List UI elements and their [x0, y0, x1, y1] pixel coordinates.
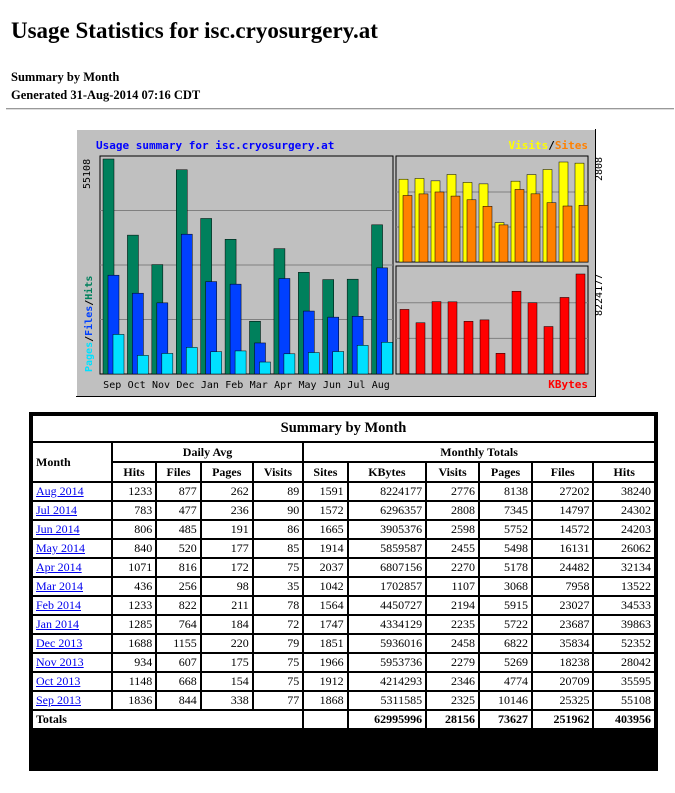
table-caption: Summary by Month — [33, 416, 654, 441]
table-cell: 75 — [254, 673, 302, 690]
month-tick-label: Dec — [176, 380, 195, 391]
table-cell: 5859587 — [349, 540, 425, 557]
table-cell: 16131 — [533, 540, 592, 557]
table-cell: 184 — [202, 616, 252, 633]
column-header-6: Visits — [427, 463, 478, 481]
table-cell: 236 — [202, 502, 252, 519]
month-tick-label: Nov — [152, 380, 171, 391]
month-tick-label: Mar — [249, 380, 268, 391]
table-cell: 840 — [113, 540, 155, 557]
usage-summary-chart — [76, 129, 605, 397]
generated-date: Generated 31-Aug-2014 07:16 CDT — [11, 88, 201, 102]
table-cell: 5936016 — [349, 635, 425, 652]
table-cell: 10146 — [480, 692, 531, 709]
table-cell: 1851 — [304, 635, 346, 652]
table-cell: 211 — [202, 597, 252, 614]
totals-row — [33, 711, 654, 728]
chart-title: Usage summary for isc.cryosurgery.at — [96, 139, 335, 152]
table-cell: 1966 — [304, 654, 346, 671]
pages-bar — [284, 354, 295, 374]
pages-bar — [308, 353, 319, 374]
table-cell: 38240 — [594, 483, 654, 500]
table-cell: 14797 — [533, 502, 592, 519]
header-divider — [6, 108, 674, 110]
table-cell: 2037 — [304, 559, 346, 576]
month-tick-label: May — [298, 380, 317, 391]
month-cell — [33, 597, 111, 614]
table-cell: 3905376 — [349, 521, 425, 538]
kbytes-bar — [416, 323, 425, 374]
table-cell: 8224177 — [349, 483, 425, 500]
sites-bar — [403, 195, 412, 262]
page-title: Usage Statistics for isc.cryosurgery.at — [11, 18, 378, 43]
daily-avg-header: Daily Avg — [113, 443, 302, 461]
table-cell: 23027 — [533, 597, 592, 614]
table-cell: 3068 — [480, 578, 531, 595]
month-cell — [33, 559, 111, 576]
table-row — [33, 673, 654, 690]
table-cell: 27202 — [533, 483, 592, 500]
table-cell: 764 — [157, 616, 199, 633]
table-cell: 32134 — [594, 559, 654, 576]
month-tick-label: Aug — [371, 380, 390, 391]
table-cell: 436 — [113, 578, 155, 595]
month-tick-label: Sep — [103, 380, 122, 391]
table-cell: 5269 — [480, 654, 531, 671]
table-cell: 85 — [254, 540, 302, 557]
column-header-1: Files — [157, 463, 199, 481]
month-tick-label: Jan — [200, 380, 219, 391]
table-cell: 28042 — [594, 654, 654, 671]
table-cell: 34533 — [594, 597, 654, 614]
month-link[interactable]: Apr 2014 — [36, 560, 82, 574]
table-cell: 2325 — [427, 692, 478, 709]
table-cell: 1702857 — [349, 578, 425, 595]
month-cell — [33, 483, 111, 500]
month-tick-label: Jul — [347, 380, 366, 391]
table-cell: 1868 — [304, 692, 346, 709]
table-row — [33, 616, 654, 633]
month-link[interactable]: Mar 2014 — [36, 579, 83, 593]
month-link[interactable]: Dec 2013 — [36, 636, 83, 650]
table-cell: 1148 — [113, 673, 155, 690]
table-cell: 1688 — [113, 635, 155, 652]
column-header-7: Pages — [480, 463, 531, 481]
month-cell — [33, 616, 111, 633]
table-cell: 338 — [202, 692, 252, 709]
table-cell: 24302 — [594, 502, 654, 519]
monthly-totals-header: Monthly Totals — [304, 443, 654, 461]
table-cell: 934 — [113, 654, 155, 671]
table-cell: 90 — [254, 502, 302, 519]
pages-bar — [333, 352, 344, 374]
month-cell — [33, 521, 111, 538]
table-row — [33, 578, 654, 595]
month-cell — [33, 540, 111, 557]
table-cell: 5178 — [480, 559, 531, 576]
table-cell: 5915 — [480, 597, 531, 614]
table-cell: 52352 — [594, 635, 654, 652]
month-tick-label: Apr — [274, 380, 293, 391]
month-cell — [33, 635, 111, 652]
table-cell: 79 — [254, 635, 302, 652]
month-tick-label: Jun — [322, 380, 341, 391]
legend-files: Files — [84, 305, 95, 336]
table-cell: 24203 — [594, 521, 654, 538]
sites-bar — [419, 194, 428, 262]
pages-bar — [162, 353, 173, 374]
table-cell: 607 — [157, 654, 199, 671]
table-cell: 2808 — [427, 502, 478, 519]
month-link[interactable]: Sep 2013 — [36, 693, 81, 707]
table-cell: 783 — [113, 502, 155, 519]
column-header-2: Pages — [202, 463, 252, 481]
sites-bar — [531, 194, 540, 262]
table-cell: 1747 — [304, 616, 346, 633]
table-cell: 256 — [157, 578, 199, 595]
table-cell: 89 — [254, 483, 302, 500]
table-cell: 816 — [157, 559, 199, 576]
kbytes-bar — [480, 320, 489, 374]
month-link[interactable]: Jul 2014 — [36, 503, 78, 517]
table-cell: 2279 — [427, 654, 478, 671]
table-cell: 2455 — [427, 540, 478, 557]
summary-table — [31, 414, 656, 730]
sites-bar — [435, 192, 444, 262]
month-link[interactable]: May 2014 — [36, 541, 85, 555]
table-cell: 877 — [157, 483, 199, 500]
table-cell: 98 — [202, 578, 252, 595]
month-cell — [33, 692, 111, 709]
group-header-row — [33, 443, 654, 461]
month-link[interactable]: Nov 2013 — [36, 655, 84, 669]
kbytes-bar — [496, 353, 505, 374]
table-cell: 1285 — [113, 616, 155, 633]
right-bottom-max-label: 8224177 — [594, 273, 605, 316]
table-cell: 2235 — [427, 616, 478, 633]
table-cell: 77 — [254, 692, 302, 709]
table-row — [33, 521, 654, 538]
table-cell: 1564 — [304, 597, 346, 614]
table-cell: 154 — [202, 673, 252, 690]
table-cell: 7958 — [533, 578, 592, 595]
sites-bar — [451, 196, 460, 262]
totals-label: Totals — [33, 711, 302, 728]
table-cell: 2270 — [427, 559, 478, 576]
table-cell: 78 — [254, 597, 302, 614]
table-cell: 822 — [157, 597, 199, 614]
month-header: Month — [33, 443, 111, 481]
pages-bar — [113, 334, 124, 374]
table-cell: 86 — [254, 521, 302, 538]
legend-pages: Pages — [84, 341, 95, 372]
table-cell: 1914 — [304, 540, 346, 557]
table-row — [33, 692, 654, 709]
kbytes-bar — [560, 297, 569, 374]
table-cell: 2598 — [427, 521, 478, 538]
visits-sites-legend: Visits/Sites — [508, 139, 588, 152]
legend-hits: Hits — [84, 275, 95, 300]
pages-bar — [211, 352, 222, 374]
kbytes-legend: KBytes — [548, 378, 588, 391]
table-cell: 1572 — [304, 502, 346, 519]
month-cell — [33, 654, 111, 671]
table-cell: 1071 — [113, 559, 155, 576]
legend-visits: Visits — [508, 139, 549, 152]
table-cell: 6822 — [480, 635, 531, 652]
table-row — [33, 502, 654, 519]
right-top-max-label: 2808 — [594, 156, 605, 181]
table-cell: 4450727 — [349, 597, 425, 614]
table-cell: 172 — [202, 559, 252, 576]
table-cell: 477 — [157, 502, 199, 519]
table-row — [33, 597, 654, 614]
kbytes-bar — [544, 327, 553, 374]
table-cell: 1836 — [113, 692, 155, 709]
table-cell: 2194 — [427, 597, 478, 614]
table-row — [33, 654, 654, 671]
kbytes-bar — [528, 303, 537, 374]
table-cell: 35 — [254, 578, 302, 595]
table-cell: 14572 — [533, 521, 592, 538]
month-link[interactable]: Aug 2014 — [36, 484, 84, 498]
table-cell: 1665 — [304, 521, 346, 538]
kbytes-bar — [448, 302, 457, 374]
column-header-4: Sites — [304, 463, 346, 481]
table-cell: 1107 — [427, 578, 478, 595]
table-cell: 18238 — [533, 654, 592, 671]
pages-bar — [382, 342, 393, 374]
table-cell: 220 — [202, 635, 252, 652]
kbytes-bar — [432, 302, 441, 374]
month-link[interactable]: Jun 2014 — [36, 522, 80, 536]
table-cell: 1591 — [304, 483, 346, 500]
sites-bar — [547, 203, 556, 262]
table-cell: 520 — [157, 540, 199, 557]
page-subtitle: Summary by Month — [11, 70, 120, 84]
table-cell: 75 — [254, 654, 302, 671]
table-cell: 5311585 — [349, 692, 425, 709]
month-cell — [33, 578, 111, 595]
sites-bar — [515, 189, 524, 262]
column-header-0: Hits — [113, 463, 155, 481]
table-cell: 2458 — [427, 635, 478, 652]
table-cell: 20709 — [533, 673, 592, 690]
totals-cell: 62995996 — [349, 711, 425, 728]
totals-cell: 28156 — [427, 711, 478, 728]
month-link[interactable]: Feb 2014 — [36, 598, 81, 612]
summary-table-wrapper — [29, 412, 658, 771]
pages-bar — [235, 351, 246, 374]
kbytes-bar — [512, 291, 521, 374]
left-axis-legend: Pages/Files/Hits — [84, 275, 95, 372]
table-cell: 177 — [202, 540, 252, 557]
table-cell: 4214293 — [349, 673, 425, 690]
month-link[interactable]: Jan 2014 — [36, 617, 79, 631]
month-tick-label: Feb — [225, 380, 244, 391]
table-cell: 1042 — [304, 578, 346, 595]
table-cell: 806 — [113, 521, 155, 538]
sites-bar — [563, 206, 572, 262]
kbytes-bar — [576, 274, 585, 374]
totals-cell: 251962 — [533, 711, 592, 728]
table-cell: 55108 — [594, 692, 654, 709]
table-cell: 8138 — [480, 483, 531, 500]
column-header-5: KBytes — [349, 463, 425, 481]
table-cell: 191 — [202, 521, 252, 538]
sites-bar — [579, 205, 588, 262]
month-tick-label: Oct — [127, 380, 146, 391]
table-cell: 4774 — [480, 673, 531, 690]
table-row — [33, 540, 654, 557]
table-cell: 1155 — [157, 635, 199, 652]
table-row — [33, 635, 654, 652]
month-cell — [33, 502, 111, 519]
table-cell: 844 — [157, 692, 199, 709]
table-cell: 262 — [202, 483, 252, 500]
left-axis-max-label: 55108 — [82, 158, 93, 189]
table-cell: 13522 — [594, 578, 654, 595]
table-cell: 668 — [157, 673, 199, 690]
table-cell: 5722 — [480, 616, 531, 633]
table-row — [33, 483, 654, 500]
table-cell: 1233 — [113, 483, 155, 500]
totals-blank — [304, 711, 346, 728]
table-cell: 2776 — [427, 483, 478, 500]
table-cell: 35834 — [533, 635, 592, 652]
kbytes-bar — [464, 321, 473, 374]
table-cell: 72 — [254, 616, 302, 633]
pages-bar — [260, 362, 271, 374]
column-header-3: Visits — [254, 463, 302, 481]
month-cell — [33, 673, 111, 690]
table-cell: 25325 — [533, 692, 592, 709]
table-cell: 5752 — [480, 521, 531, 538]
table-cell: 5953736 — [349, 654, 425, 671]
table-cell: 1912 — [304, 673, 346, 690]
pages-bar — [137, 355, 148, 374]
table-cell: 175 — [202, 654, 252, 671]
column-header-8: Files — [533, 463, 592, 481]
table-cell: 24482 — [533, 559, 592, 576]
table-cell: 26062 — [594, 540, 654, 557]
column-header-9: Hits — [594, 463, 654, 481]
table-cell: 7345 — [480, 502, 531, 519]
table-cell: 75 — [254, 559, 302, 576]
month-link[interactable]: Oct 2013 — [36, 674, 81, 688]
table-cell: 6296357 — [349, 502, 425, 519]
table-cell: 2346 — [427, 673, 478, 690]
totals-cell: 73627 — [480, 711, 531, 728]
pages-bar — [357, 345, 368, 374]
column-header-row — [33, 463, 654, 481]
table-cell: 6807156 — [349, 559, 425, 576]
table-caption-row — [33, 416, 654, 441]
totals-cell: 403956 — [594, 711, 654, 728]
sites-bar — [467, 200, 476, 262]
table-row — [33, 559, 654, 576]
table-cell: 5498 — [480, 540, 531, 557]
table-cell: 1233 — [113, 597, 155, 614]
kbytes-bar — [400, 309, 409, 374]
table-cell: 485 — [157, 521, 199, 538]
table-cell: 39863 — [594, 616, 654, 633]
table-cell: 35595 — [594, 673, 654, 690]
sites-bar — [483, 206, 492, 262]
table-cell: 23687 — [533, 616, 592, 633]
table-cell: 4334129 — [349, 616, 425, 633]
legend-sites: Sites — [554, 139, 588, 152]
sites-bar — [499, 225, 508, 262]
pages-bar — [186, 347, 197, 374]
